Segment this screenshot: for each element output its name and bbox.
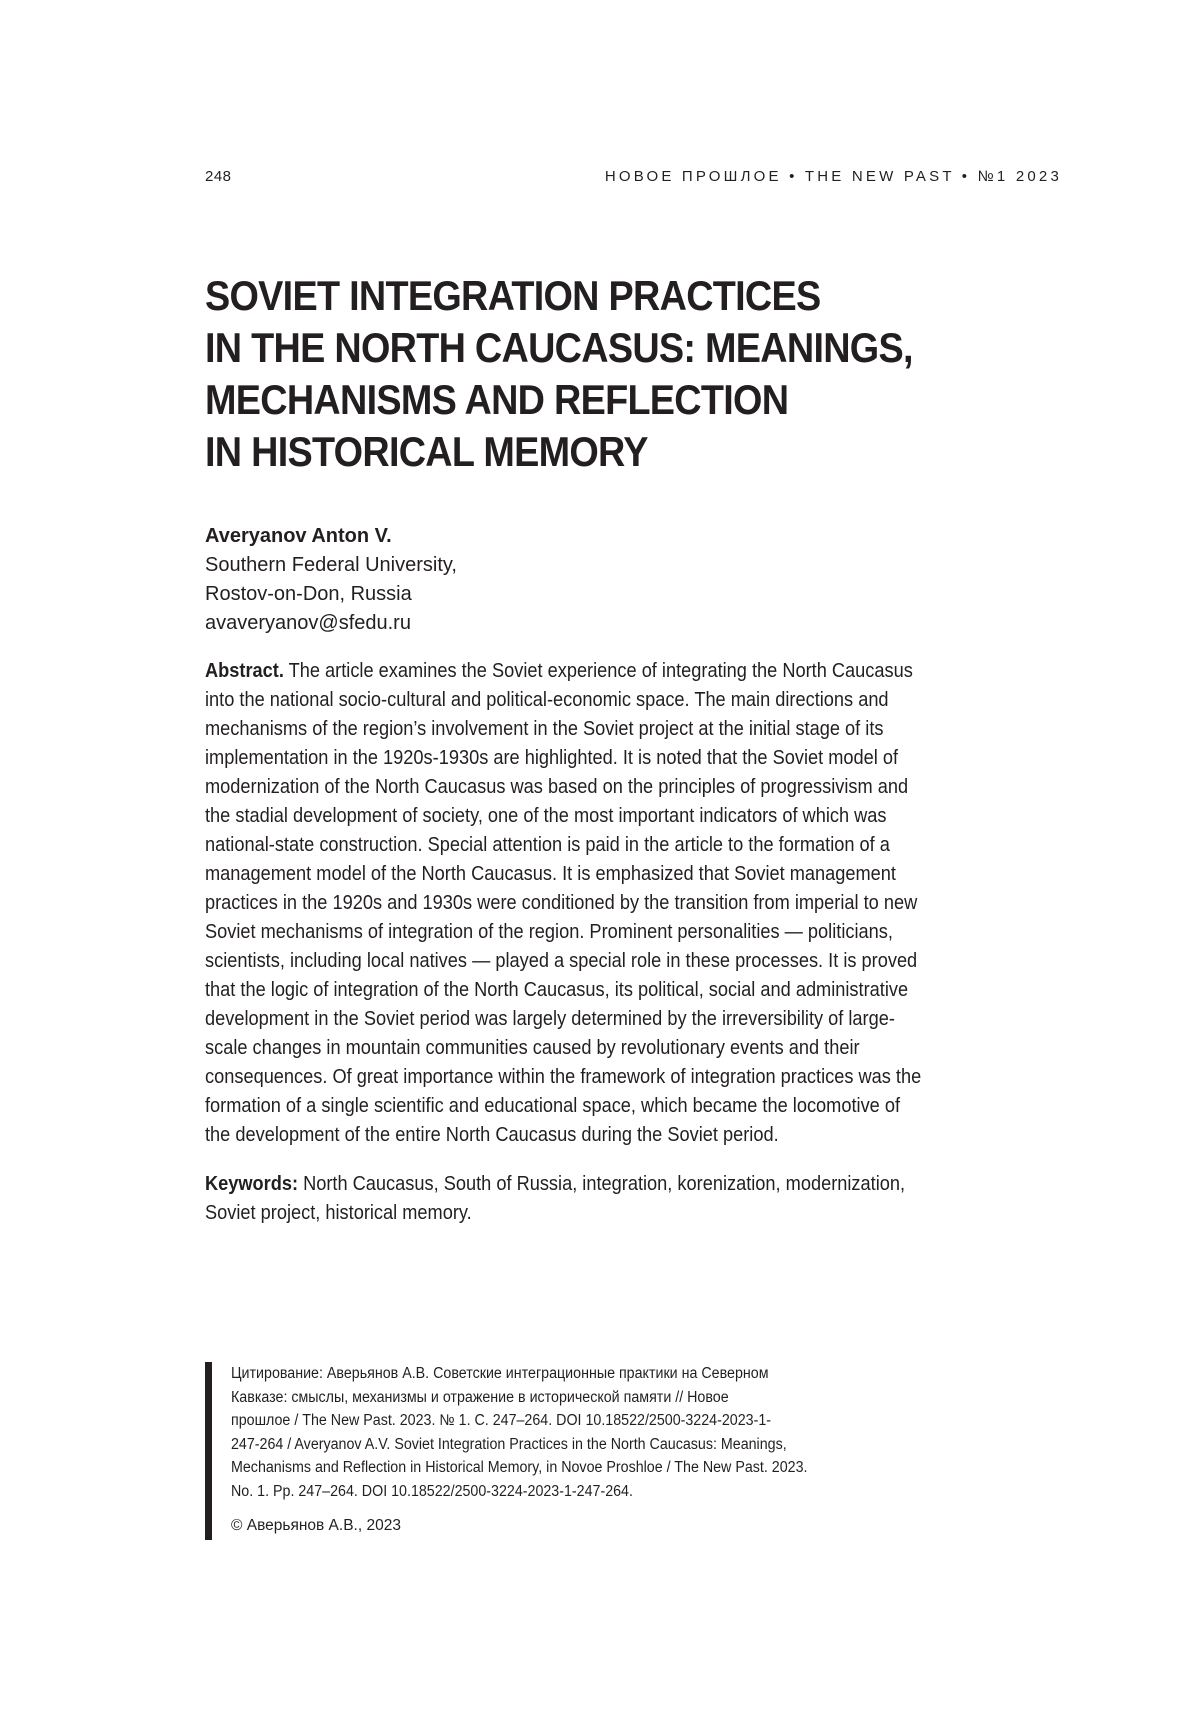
citation-line: Цитирование: Аверьянов А.В. Советские интеграционные практики на Северном xyxy=(231,1362,893,1386)
abstract-line: national-state construction. Special attention is paid in the article to the formation of a xyxy=(205,831,1059,860)
journal-name: НОВОЕ ПРОШЛОЕ • THE NEW PAST • №1 2023 xyxy=(605,166,1062,188)
citation-line: Кавказе: смыслы, механизмы и отражение в исторической памяти // Новое xyxy=(231,1386,893,1410)
abstract xyxy=(205,657,1059,1150)
abstract-line: scale changes in mountain communities caused by revolutionary events and their xyxy=(205,1034,1059,1063)
abstract-line: implementation in the 1920s-1930s are highlighted. It is noted that the Soviet model of xyxy=(205,744,1059,773)
abstract-line: modernization of the North Caucasus was based on the principles of progressivism and xyxy=(205,773,1059,802)
abstract-text: The article examines the Soviet experience of integrating the North Caucasus xyxy=(284,660,913,682)
title-line: IN HISTORICAL MEMORY xyxy=(205,426,979,478)
abstract-line: development in the Soviet period was largely determined by the irreversibility of large- xyxy=(205,1005,1059,1034)
author-email: avaveryanov@sfedu.ru xyxy=(205,609,905,638)
citation-bar xyxy=(205,1362,212,1540)
citation-line: прошлое / The New Past. 2023. № 1. С. 247–264. DOI 10.18522/2500-3224-2023-1- xyxy=(231,1409,893,1433)
citation-text xyxy=(231,1362,893,1503)
keywords xyxy=(205,1170,1059,1228)
abstract-line xyxy=(205,657,1059,686)
article-title xyxy=(205,270,979,478)
copyright: © Аверьянов А.В., 2023 xyxy=(231,1514,401,1537)
abstract-line: into the national socio-cultural and political-economic space. The main directions and xyxy=(205,686,1059,715)
keywords-line: Soviet project, historical memory. xyxy=(205,1199,1059,1228)
abstract-line: formation of a single scientific and educational space, which became the locomotive of xyxy=(205,1092,1059,1121)
title-line: SOVIET INTEGRATION PRACTICES xyxy=(205,270,979,322)
abstract-line: Soviet mechanisms of integration of the region. Prominent personalities — politicians, xyxy=(205,918,1059,947)
author-location: Rostov-on-Don, Russia xyxy=(205,580,905,609)
abstract-line: management model of the North Caucasus. It is emphasized that Soviet management xyxy=(205,860,1059,889)
title-line: MECHANISMS AND REFLECTION xyxy=(205,374,979,426)
abstract-line: mechanisms of the region’s involvement in the Soviet project at the initial stage of its xyxy=(205,715,1059,744)
citation-line: No. 1. Pp. 247–264. DOI 10.18522/2500-3224-2023-1-247-264. xyxy=(231,1480,893,1504)
keywords-text: North Caucasus, South of Russia, integration, korenization, modernization, xyxy=(298,1173,905,1195)
running-head xyxy=(205,166,1062,188)
abstract-line: the stadial development of society, one of the most important indicators of which was xyxy=(205,802,1059,831)
author-name: Averyanov Anton V. xyxy=(205,522,905,551)
abstract-line: practices in the 1920s and 1930s were conditioned by the transition from imperial to new xyxy=(205,889,1059,918)
title-line: IN THE NORTH CAUCASUS: MEANINGS, xyxy=(205,322,979,374)
abstract-line: that the logic of integration of the North Caucasus, its political, social and administrative xyxy=(205,976,1059,1005)
citation-box xyxy=(205,1362,965,1540)
citation-line: 247-264 / Averyanov A.V. Soviet Integration Practices in the North Caucasus: Meanings, xyxy=(231,1433,893,1457)
author-block xyxy=(205,522,905,638)
abstract-line: the development of the entire North Caucasus during the Soviet period. xyxy=(205,1121,1059,1150)
citation-line: Mechanisms and Reflection in Historical Memory, in Novoe Proshloe / The New Past. 2023. xyxy=(231,1456,893,1480)
keywords-line xyxy=(205,1170,1059,1199)
author-affiliation: Southern Federal University, xyxy=(205,551,905,580)
page-number: 248 xyxy=(205,166,232,188)
keywords-label: Keywords: xyxy=(205,1173,298,1195)
abstract-line: consequences. Of great importance within the framework of integration practices was the xyxy=(205,1063,1059,1092)
abstract-line: scientists, including local natives — played a special role in these processes. It is proved xyxy=(205,947,1059,976)
abstract-label: Abstract. xyxy=(205,660,284,682)
